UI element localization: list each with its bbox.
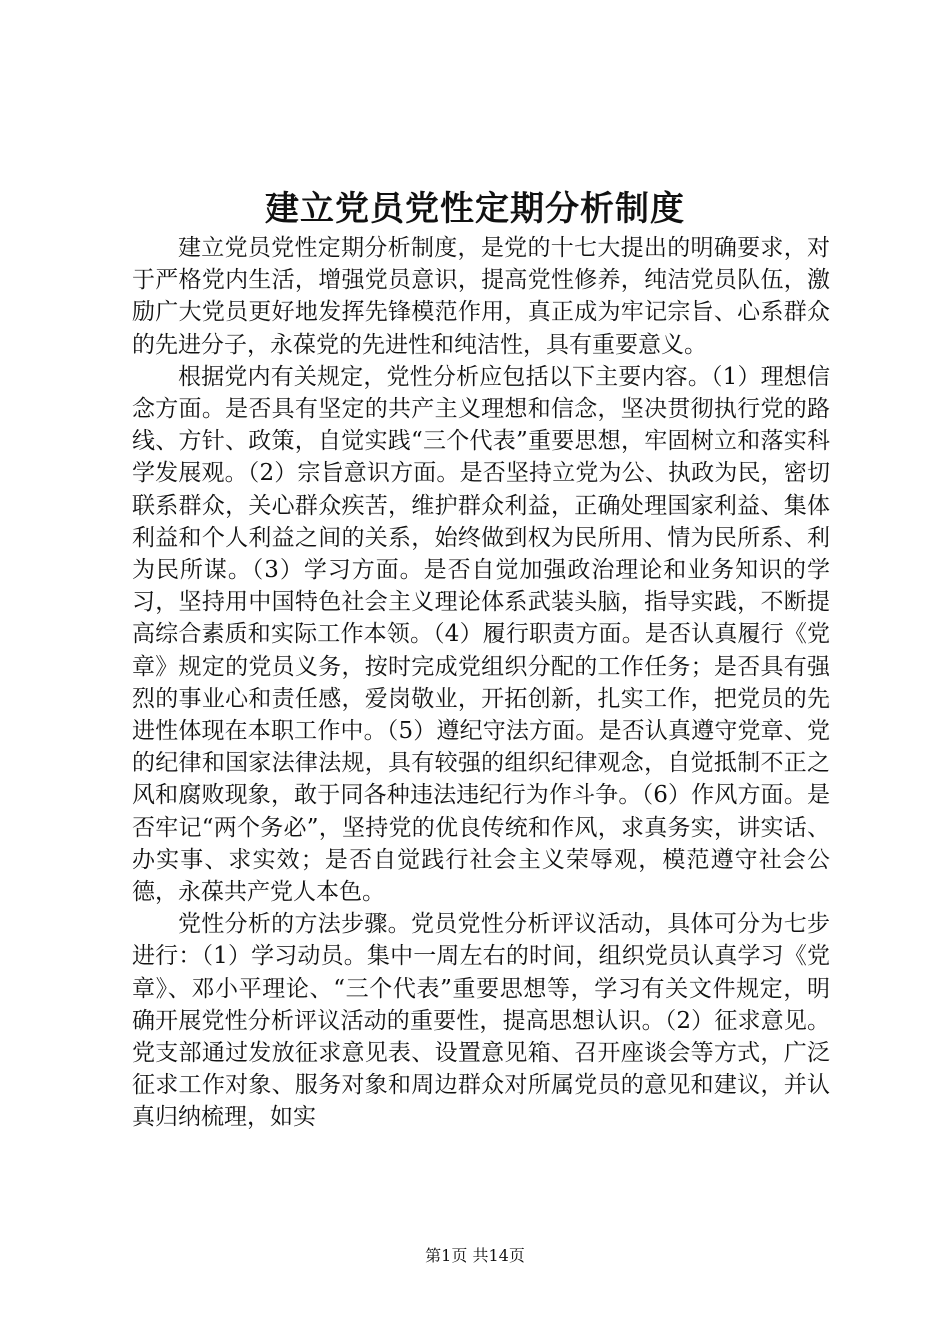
- page-footer: [0, 1244, 950, 1268]
- document-title: 建立党员党性定期分析制度: [265, 189, 685, 229]
- page-total: 共14页: [472, 1246, 525, 1265]
- document-body: [132, 232, 830, 1134]
- page-number: 第1页: [425, 1246, 468, 1265]
- paragraph-steps: 党性分析的方法步骤。党员党性分析评议活动，具体可分为七步进行：（1）学习动员。集中一周左右的时间，组织党员认真学习《党章》、邓小平理论、“三个代表”重要思想等，学习有关文件规定，明确开展党性分析评议活动的重要性，提高思想认识。（2）征求意见。党支部通过发放征求意见表、设置意见箱、召开座谈会等方式，广泛征求工作对象、服务对象和周边群众对所属党员的意见和建议，并认真归纳梳理，如实: [132, 911, 830, 1131]
- paragraph-intro: 建立党员党性定期分析制度，是党的十七大提出的明确要求，对于严格党内生活，增强党员意识，提高党性修养，纯洁党员队伍，激励广大党员更好地发挥先锋模范作用，真正成为牢记宗旨、心系群众的先进分子，永葆党的先进性和纯洁性，具有重要意义。: [132, 235, 830, 358]
- paragraph-content: 根据党内有关规定，党性分析应包括以下主要内容。（1）理想信念方面。是否具有坚定的共产主义理想和信念，坚决贯彻执行党的路线、方针、政策，自觉实践“三个代表”重要思想，牢固树立和落实科学发展观。（2）宗旨意识方面。是否坚持立党为公、执政为民，密切联系群众，关心群众疾苦，维护群众利益，正确处理国家利益、集体利益和个人利益之间的关系，始终做到权为民所用、情为民所系、利为民所谋。（3）学习方面。是否自觉加强政治理论和业务知识的学习，坚持用中国特色社会主义理论体系武装头脑，指导实践，不断提高综合素质和实际工作本领。（4）履行职责方面。是否认真履行《党章》规定的党员义务，按时完成党组织分配的工作任务；是否具有强烈的事业心和责任感，爱岗敬业，开拓创新，扎实工作，把党员的先进性体现在本职工作中。（5）遵纪守法方面。是否认真遵守党章、党的纪律和国家法律法规，具有较强的组织纪律观念，自觉抵制不正之风和腐败现象，敢于同各种违法违纪行为作斗争。（6）作风方面。是否牢记“两个务必”，坚持党的优良传统和作风，求真务实，讲实话、办实事、求实效；是否自觉践行社会主义荣辱观，模范遵守社会公德，永葆共产党人本色。: [132, 363, 830, 906]
